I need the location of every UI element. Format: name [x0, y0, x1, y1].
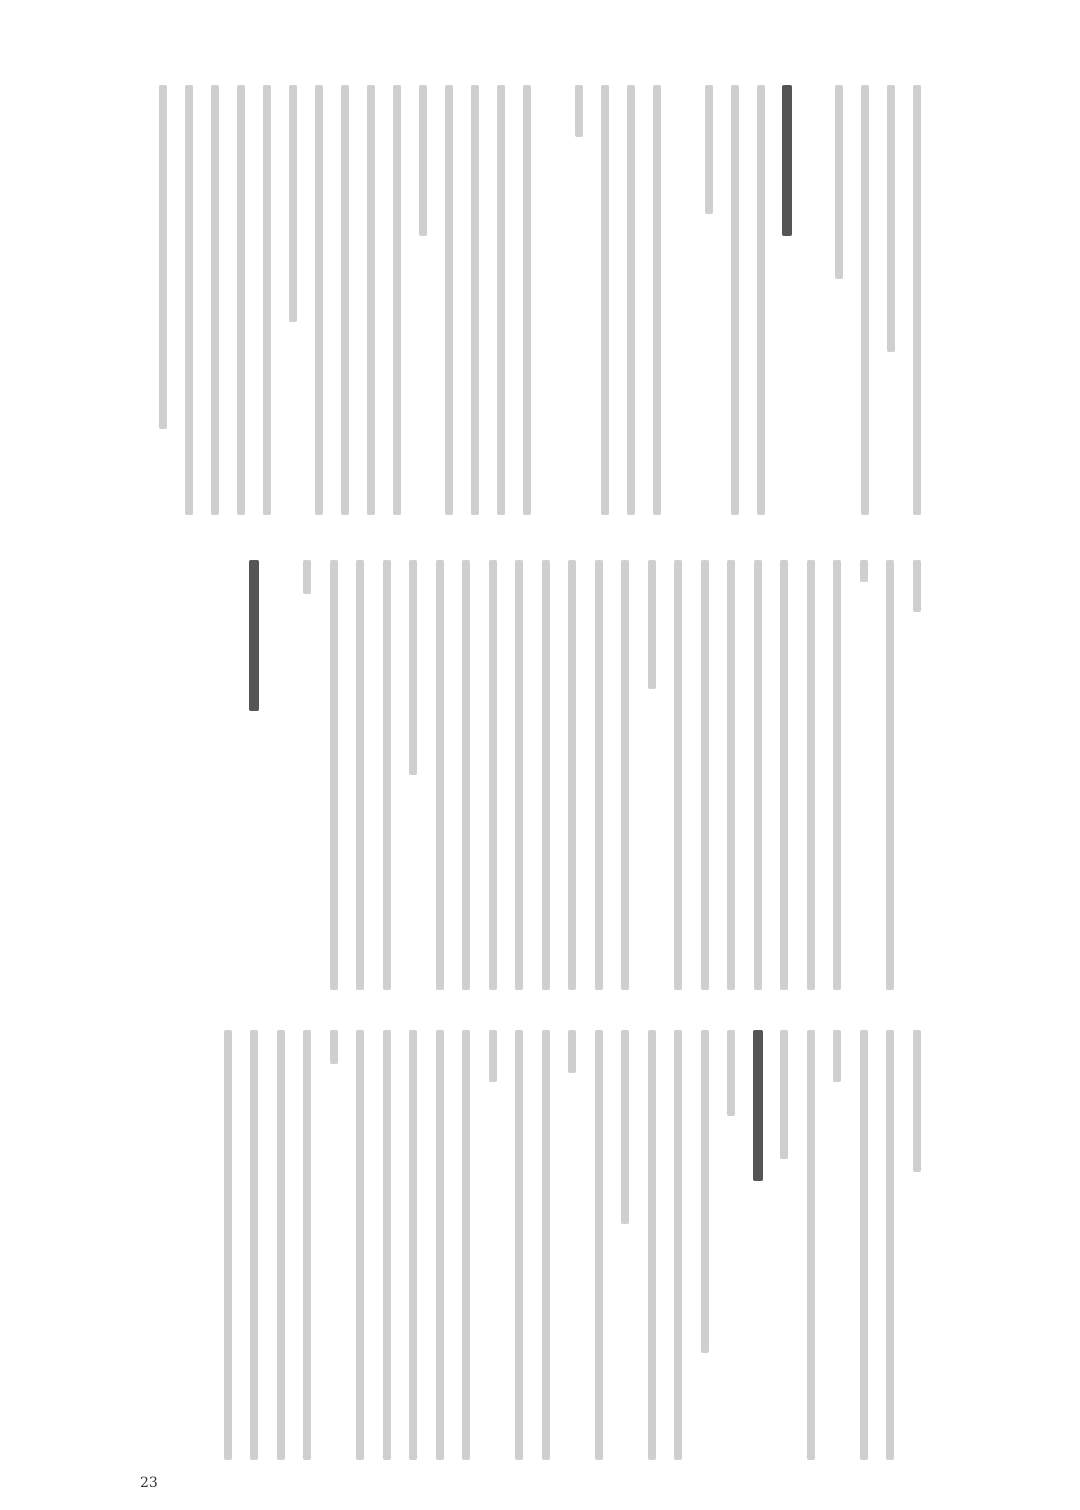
text-column — [592, 85, 618, 515]
redacted-text-line — [621, 560, 629, 990]
redacted-text-line — [860, 1030, 868, 1460]
text-column — [670, 85, 696, 515]
text-column — [904, 1030, 931, 1460]
text-column — [826, 85, 852, 515]
redacted-text-line — [886, 1030, 894, 1460]
text-column — [612, 560, 639, 990]
redacted-text-line — [409, 1030, 417, 1460]
redacted-text-line — [523, 85, 531, 515]
text-column — [748, 85, 774, 515]
text-column — [268, 560, 295, 990]
redacted-text-line — [887, 85, 895, 352]
text-column — [321, 560, 348, 990]
text-tier-middle — [150, 560, 930, 990]
redacted-text-line — [356, 1030, 364, 1460]
redacted-text-line — [237, 85, 245, 515]
text-column — [745, 1030, 772, 1460]
redacted-text-line — [648, 1030, 656, 1460]
redacted-text-line — [575, 85, 583, 137]
redacted-text-line — [315, 85, 323, 515]
redacted-text-line — [833, 560, 841, 990]
text-column — [294, 560, 321, 990]
text-column — [540, 85, 566, 515]
redacted-text-line — [595, 560, 603, 990]
redacted-text-line — [289, 85, 297, 322]
text-column — [533, 1030, 560, 1460]
redacted-text-line — [211, 85, 219, 515]
redacted-text-line — [445, 85, 453, 515]
text-column — [904, 85, 930, 515]
text-column — [904, 560, 931, 990]
redacted-text-line — [356, 560, 364, 990]
redacted-text-line — [674, 560, 682, 990]
text-column — [400, 560, 427, 990]
redacted-text-line — [250, 1030, 258, 1460]
text-column — [453, 1030, 480, 1460]
sound-effect-line — [782, 85, 792, 236]
redacted-text-line — [780, 1030, 788, 1159]
text-column — [215, 1030, 242, 1460]
redacted-text-line — [185, 85, 193, 515]
text-column — [612, 1030, 639, 1460]
text-column — [241, 1030, 268, 1460]
redacted-text-line — [595, 1030, 603, 1460]
redacted-text-line — [913, 1030, 921, 1172]
text-column — [514, 85, 540, 515]
text-column — [798, 1030, 825, 1460]
text-column — [321, 1030, 348, 1460]
redacted-text-line — [489, 1030, 497, 1082]
redacted-text-line — [754, 560, 762, 990]
redacted-text-line — [497, 85, 505, 515]
text-column — [202, 85, 228, 515]
redacted-text-line — [568, 560, 576, 990]
text-column — [176, 85, 202, 515]
text-tier-bottom — [150, 1030, 930, 1460]
redacted-text-line — [515, 560, 523, 990]
text-column — [639, 1030, 666, 1460]
redacted-text-line — [913, 85, 921, 515]
text-column — [644, 85, 670, 515]
redacted-text-line — [860, 560, 868, 582]
text-column — [851, 1030, 878, 1460]
redacted-text-line — [807, 560, 815, 990]
text-column — [722, 85, 748, 515]
redacted-text-line — [159, 85, 167, 429]
text-column — [774, 85, 800, 515]
redacted-text-line — [807, 1030, 815, 1460]
redacted-text-line — [674, 1030, 682, 1460]
redacted-text-line — [263, 85, 271, 515]
redacted-text-line — [780, 560, 788, 990]
redacted-text-line — [515, 1030, 523, 1460]
text-column — [436, 85, 462, 515]
text-column — [488, 85, 514, 515]
redacted-text-line — [835, 85, 843, 279]
text-column — [692, 560, 719, 990]
text-column — [347, 560, 374, 990]
redacted-text-line — [757, 85, 765, 515]
text-column — [374, 1030, 401, 1460]
text-column — [384, 85, 410, 515]
text-column — [559, 560, 586, 990]
text-column — [877, 1030, 904, 1460]
redacted-text-line — [568, 1030, 576, 1073]
text-column — [718, 1030, 745, 1460]
text-column — [618, 85, 644, 515]
redacted-text-line — [542, 1030, 550, 1460]
redacted-text-line — [393, 85, 401, 515]
text-column — [254, 85, 280, 515]
text-tier-top — [150, 85, 930, 515]
redacted-text-line — [303, 1030, 311, 1460]
redacted-text-line — [419, 85, 427, 236]
text-column — [824, 1030, 851, 1460]
redacted-text-line — [731, 85, 739, 515]
text-column — [480, 560, 507, 990]
text-column — [692, 1030, 719, 1460]
redacted-text-line — [601, 85, 609, 515]
text-column — [718, 560, 745, 990]
redacted-text-line — [330, 1030, 338, 1064]
text-column — [306, 85, 332, 515]
text-column — [745, 560, 772, 990]
redacted-text-line — [277, 1030, 285, 1460]
text-column — [877, 560, 904, 990]
text-column — [332, 85, 358, 515]
text-column — [586, 1030, 613, 1460]
text-column — [228, 85, 254, 515]
redacted-text-line — [462, 1030, 470, 1460]
redacted-text-line — [471, 85, 479, 515]
text-column — [533, 560, 560, 990]
redacted-text-line — [886, 560, 894, 990]
text-column — [824, 560, 851, 990]
text-column — [852, 85, 878, 515]
redacted-text-line — [627, 85, 635, 515]
text-column — [800, 85, 826, 515]
text-column — [798, 560, 825, 990]
page-number: 23 — [140, 1475, 158, 1491]
redacted-text-line — [913, 560, 921, 612]
text-column — [410, 85, 436, 515]
redacted-text-line — [341, 85, 349, 515]
sound-effect-line — [753, 1030, 763, 1181]
redacted-text-line — [367, 85, 375, 515]
sound-effect-line — [249, 560, 259, 711]
text-column — [586, 560, 613, 990]
text-column — [665, 1030, 692, 1460]
text-column — [696, 85, 722, 515]
redacted-text-line — [621, 1030, 629, 1224]
redacted-text-line — [542, 560, 550, 990]
text-column — [771, 560, 798, 990]
redacted-text-line — [489, 560, 497, 990]
text-column — [427, 1030, 454, 1460]
text-column — [294, 1030, 321, 1460]
text-column — [453, 560, 480, 990]
redacted-text-line — [727, 1030, 735, 1116]
text-column — [268, 1030, 295, 1460]
text-column — [639, 560, 666, 990]
redacted-text-line — [303, 560, 311, 594]
redacted-text-line — [701, 560, 709, 990]
text-column — [480, 1030, 507, 1460]
text-column — [506, 560, 533, 990]
redacted-text-line — [383, 560, 391, 990]
text-column — [347, 1030, 374, 1460]
redacted-text-line — [701, 1030, 709, 1353]
redacted-text-line — [861, 85, 869, 515]
redacted-text-line — [653, 85, 661, 515]
redacted-text-line — [833, 1030, 841, 1082]
text-column — [400, 1030, 427, 1460]
redacted-text-line — [436, 560, 444, 990]
redacted-text-line — [383, 1030, 391, 1460]
text-column — [374, 560, 401, 990]
text-column — [851, 560, 878, 990]
redacted-text-line — [648, 560, 656, 689]
text-column — [878, 85, 904, 515]
redacted-text-line — [462, 560, 470, 990]
text-column — [241, 560, 268, 990]
redacted-text-line — [436, 1030, 444, 1460]
text-column — [427, 560, 454, 990]
text-column — [566, 85, 592, 515]
redacted-text-line — [224, 1030, 232, 1460]
text-column — [358, 85, 384, 515]
text-column — [771, 1030, 798, 1460]
text-column — [462, 85, 488, 515]
text-column — [280, 85, 306, 515]
redacted-text-line — [409, 560, 417, 775]
text-column — [665, 560, 692, 990]
text-column — [559, 1030, 586, 1460]
text-column — [150, 85, 176, 515]
text-column — [506, 1030, 533, 1460]
redacted-text-line — [705, 85, 713, 214]
redacted-text-line — [330, 560, 338, 990]
redacted-text-line — [727, 560, 735, 990]
